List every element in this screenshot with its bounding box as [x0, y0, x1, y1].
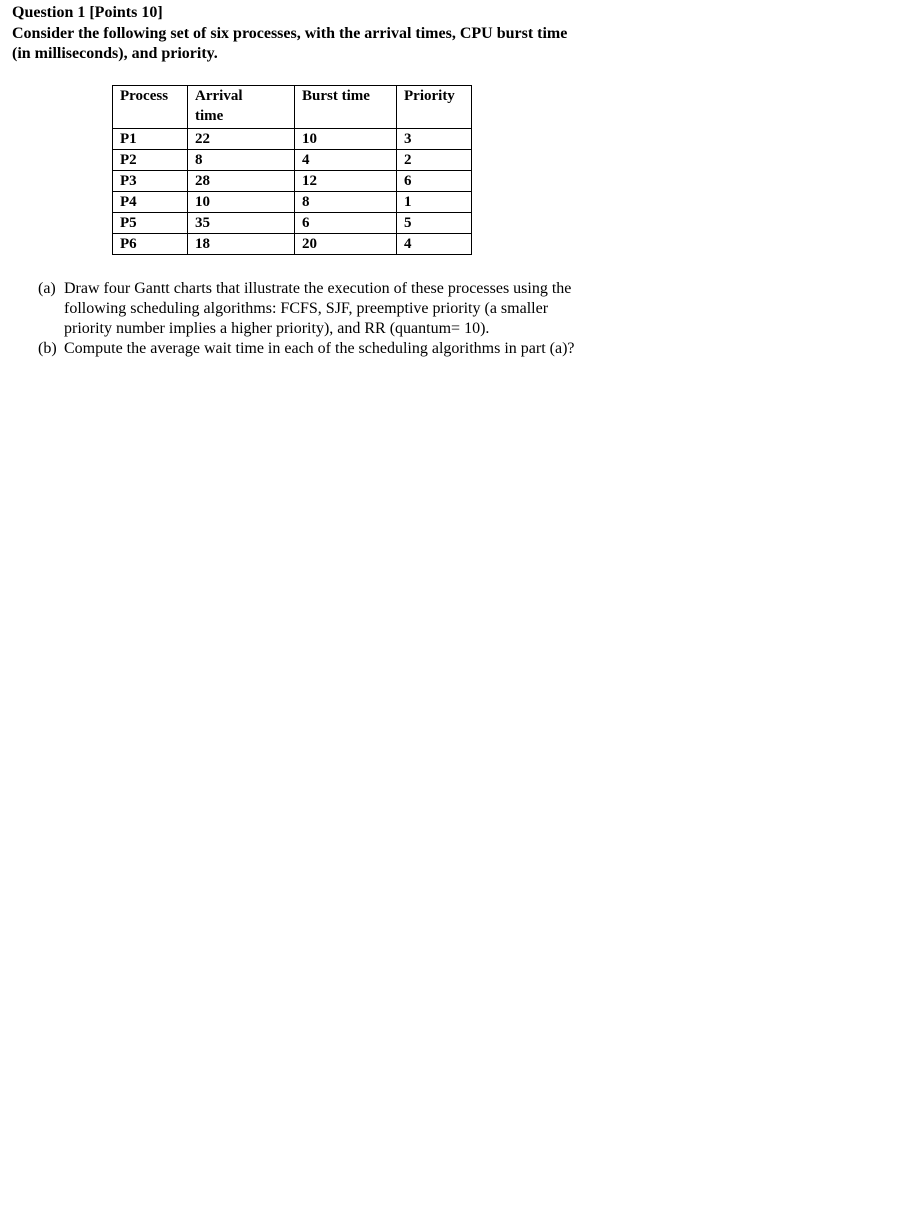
cell-burst: 8: [295, 192, 397, 213]
part-a-line: Draw four Gantt charts that illustrate the execution of these processes using the: [64, 280, 572, 297]
table-header-row: [113, 86, 472, 129]
table-row: [113, 213, 472, 234]
cell-process: P3: [113, 171, 188, 192]
cell-process: P4: [113, 192, 188, 213]
cell-arrival: 35: [188, 213, 295, 234]
cell-process: P6: [113, 234, 188, 255]
header-arrival-line2: time: [195, 108, 224, 124]
header-process: Process: [113, 86, 188, 129]
part-a: [38, 279, 678, 339]
header-arrival-line1: Arrival: [195, 88, 243, 104]
cell-burst: 6: [295, 213, 397, 234]
cell-priority: 1: [397, 192, 472, 213]
intro-line: (in milliseconds), and priority.: [12, 45, 218, 62]
cell-priority: 3: [397, 129, 472, 150]
intro-line: Consider the following set of six processes, with the arrival times, CPU burst time: [12, 25, 568, 42]
cell-priority: 5: [397, 213, 472, 234]
cell-burst: 20: [295, 234, 397, 255]
part-a-line: priority number implies a higher priority), and RR (quantum= 10).: [64, 320, 490, 337]
table-row: [113, 150, 472, 171]
cell-burst: 4: [295, 150, 397, 171]
cell-arrival: 8: [188, 150, 295, 171]
question-parts: [38, 279, 678, 359]
table-row: [113, 192, 472, 213]
header-arrival-time: [188, 86, 295, 129]
question-title: Question 1 [Points 10]: [12, 4, 163, 21]
header-priority: Priority: [397, 86, 472, 129]
cell-process: P2: [113, 150, 188, 171]
cell-priority: 4: [397, 234, 472, 255]
cell-burst: 10: [295, 129, 397, 150]
part-b-line: Compute the average wait time in each of the scheduling algorithms in part (a)?: [64, 340, 575, 357]
table-row: [113, 234, 472, 255]
cell-arrival: 28: [188, 171, 295, 192]
table-row: [113, 129, 472, 150]
process-table: [112, 85, 472, 255]
question-intro: [12, 24, 712, 64]
part-a-line: following scheduling algorithms: FCFS, SJF, preemptive priority (a smaller: [64, 300, 549, 317]
cell-arrival: 10: [188, 192, 295, 213]
part-a-label: (a): [38, 280, 56, 297]
cell-priority: 6: [397, 171, 472, 192]
cell-process: P5: [113, 213, 188, 234]
part-b: [38, 339, 678, 359]
cell-burst: 12: [295, 171, 397, 192]
part-b-label: (b): [38, 340, 57, 357]
table-row: [113, 171, 472, 192]
header-burst-time: Burst time: [295, 86, 397, 129]
cell-priority: 2: [397, 150, 472, 171]
cell-process: P1: [113, 129, 188, 150]
cell-arrival: 18: [188, 234, 295, 255]
cell-arrival: 22: [188, 129, 295, 150]
